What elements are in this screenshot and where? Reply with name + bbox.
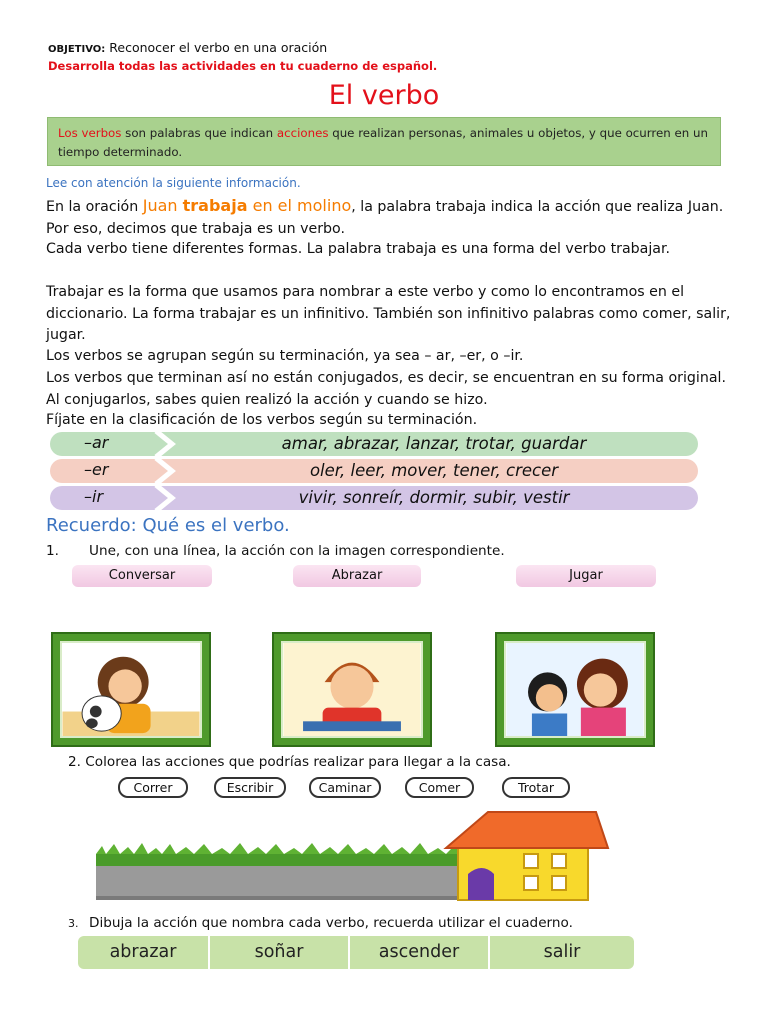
play-illustration	[281, 641, 423, 738]
definition-keyword: acciones	[276, 126, 329, 140]
question-3-text: Dibuja la acción que nombra cada verbo, recuerda utilizar el cuaderno.	[89, 915, 573, 931]
option-escribir[interactable]: Escribir	[214, 777, 286, 798]
suffix-label: –ir	[84, 487, 104, 506]
reading-paragraph-6: Fíjate en la clasificación de los verbos según su terminación.	[46, 412, 478, 428]
objective-line	[48, 40, 327, 55]
road-to-house-image	[96, 808, 612, 904]
picture-frame-hug[interactable]	[51, 632, 211, 747]
suffix-label: –ar	[84, 433, 109, 452]
option-comer[interactable]: Comer	[405, 777, 474, 798]
reading-note: Lee con atención la siguiente información.	[46, 176, 301, 190]
reading-text: En la oración	[46, 199, 143, 215]
talk-illustration	[504, 641, 646, 738]
question-3-number: 3.	[68, 917, 79, 930]
verb-list: oler, leer, mover, tener, crecer	[309, 461, 559, 480]
kids-talking-image	[506, 643, 644, 736]
option-trotar[interactable]: Trotar	[502, 777, 570, 798]
objective-label: OBJETIVO:	[48, 44, 106, 55]
draw-verb-salir[interactable]: salir	[490, 936, 634, 969]
instruction-text: Desarrolla todas las actividades en tu cuaderno de español.	[48, 59, 438, 73]
action-chip-conversar[interactable]: Conversar	[72, 565, 212, 587]
picture-frame-play[interactable]	[272, 632, 432, 747]
action-chip-abrazar[interactable]: Abrazar	[293, 565, 421, 587]
verb-list: amar, abrazar, lanzar, trotar, guardar	[281, 434, 587, 453]
example-verb: trabaja	[182, 196, 248, 215]
definition-text-2: que realizan personas, animales u objetos, y que ocurren en un tiempo determinado.	[58, 126, 708, 159]
question-1-number: 1.	[46, 543, 59, 559]
reading-paragraph-2: Cada verbo tiene diferentes formas. La palabra trabaja es una forma del verbo trabajar.	[46, 241, 671, 257]
option-correr[interactable]: Correr	[118, 777, 188, 798]
question-1-text: Une, con una línea, la acción con la imagen correspondiente.	[89, 543, 505, 559]
boy-playing-image	[283, 643, 421, 736]
reading-paragraph-4: Los verbos se agrupan según su terminación, ya sea – ar, –er, o –ir.	[46, 348, 524, 364]
hug-illustration	[60, 641, 202, 738]
option-caminar[interactable]: Caminar	[309, 777, 381, 798]
question-2-text: 2. Colorea las acciones que podrías realizar para llegar a la casa.	[68, 754, 511, 770]
definition-term: Los verbos	[58, 126, 122, 140]
action-chip-jugar[interactable]: Jugar	[516, 565, 656, 587]
suffix-label: –er	[84, 460, 109, 479]
definition-text-1: son palabras que indican	[121, 126, 277, 140]
girl-hugging-dog-image	[62, 643, 200, 736]
classification-band-ar	[50, 432, 698, 456]
reading-paragraph-3: Trabajar es la forma que usamos para nombrar a este verbo y como lo encontramos en el diccionario. La forma trabajar es un infinitivo. También son infinitivo palabras como comer, salir, jugar.	[46, 284, 731, 344]
reading-paragraph-5: Los verbos que terminan así no están conjugados, es decir, se encuentran en su forma original. Al conjugarlos, sabes quien realizó la acción y cuando se hizo.	[46, 370, 727, 408]
example-complement: en el molino	[247, 196, 352, 215]
draw-verb-sonar[interactable]: soñar	[210, 936, 348, 969]
definition-box	[47, 117, 721, 166]
classification-band-er	[50, 459, 698, 483]
reading-paragraph-1	[46, 195, 736, 240]
draw-verb-abrazar[interactable]: abrazar	[78, 936, 208, 969]
example-subject: Juan	[142, 196, 183, 215]
picture-frame-talk[interactable]	[495, 632, 655, 747]
classification-band-ir	[50, 486, 698, 510]
draw-verb-ascender[interactable]: ascender	[350, 936, 488, 969]
reading-text: , la palabra trabaja indica la acción que realiza Juan. Por eso, decimos que trabaja es un verbo.	[46, 199, 724, 237]
section-heading: Recuerdo: Qué es el verbo.	[46, 515, 290, 536]
objective-text: Reconocer el verbo en una oración	[109, 40, 328, 55]
verb-list: vivir, sonreír, dormir, subir, vestir	[298, 488, 570, 507]
page-title: El verbo	[328, 80, 440, 111]
